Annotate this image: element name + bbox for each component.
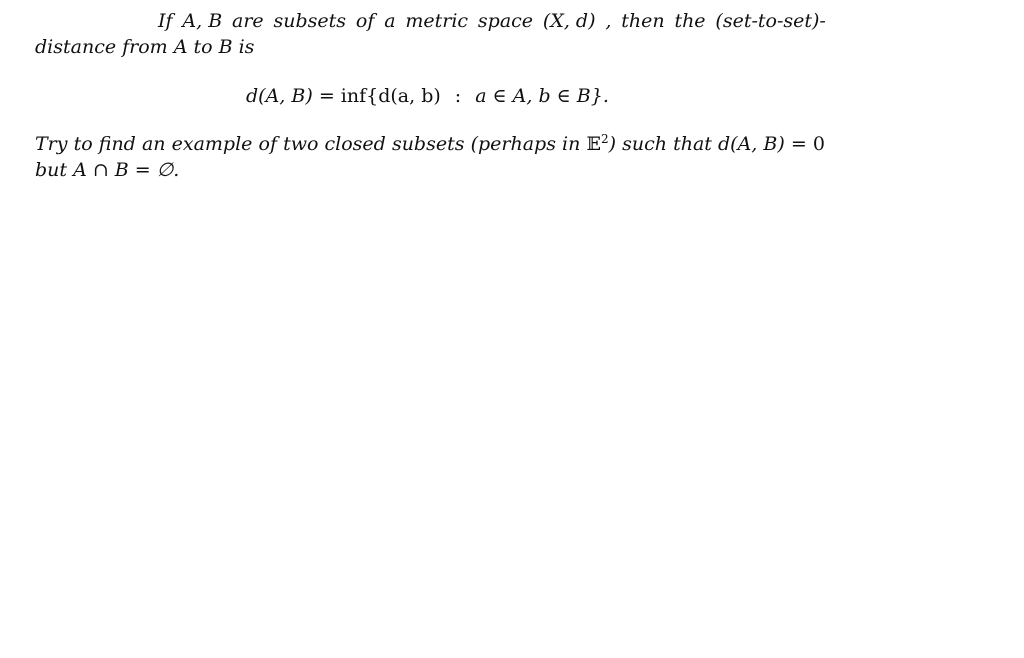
word: of — [355, 10, 375, 32]
word: find — [98, 133, 136, 155]
superscript-2: 2 — [600, 132, 609, 146]
equation-equals: = — [318, 85, 335, 107]
word: Try — [35, 133, 68, 155]
word: ) — [608, 133, 617, 155]
word: that — [673, 133, 712, 155]
word: a — [384, 10, 396, 32]
word: metric — [405, 10, 469, 32]
word: A, B — [182, 10, 223, 32]
word: If — [158, 10, 173, 32]
word: d(A, B) — [718, 133, 785, 155]
word: to — [73, 133, 93, 155]
equation-rhs-start: inf{d(a, b) — [340, 85, 441, 107]
word: (perhaps — [470, 133, 556, 155]
word: subsets — [273, 10, 347, 32]
word: the — [674, 10, 706, 32]
word: subsets — [391, 133, 465, 155]
paragraph1-line2: distance from A to B is — [35, 36, 255, 58]
word: in — [562, 133, 581, 155]
word: of — [258, 133, 277, 155]
equation-lhs: d(A, B) — [246, 85, 313, 107]
word: such — [622, 133, 667, 155]
word: space — [477, 10, 534, 32]
math-e2 — [586, 132, 616, 156]
word: two — [283, 133, 319, 155]
paragraph2-line2: but A ∩ B = ∅. — [35, 159, 180, 181]
word: an — [141, 133, 166, 155]
paragraph1-line1 — [158, 9, 826, 33]
display-equation — [246, 84, 609, 108]
word: closed — [324, 133, 386, 155]
word: then — [621, 10, 665, 32]
equation-rhs-end: a ∈ A, b ∈ B}. — [475, 85, 609, 107]
word: example — [171, 133, 253, 155]
word: = — [790, 133, 807, 155]
word: (X, d) — [542, 10, 596, 32]
word: (set-to-set)- — [715, 10, 826, 32]
word: 0 — [812, 133, 825, 155]
paragraph2-line1 — [35, 132, 825, 156]
equation-colon: : — [454, 85, 462, 107]
word: are — [232, 10, 264, 32]
word: , — [605, 10, 612, 32]
blackboard-e: 𝔼 — [586, 133, 601, 155]
